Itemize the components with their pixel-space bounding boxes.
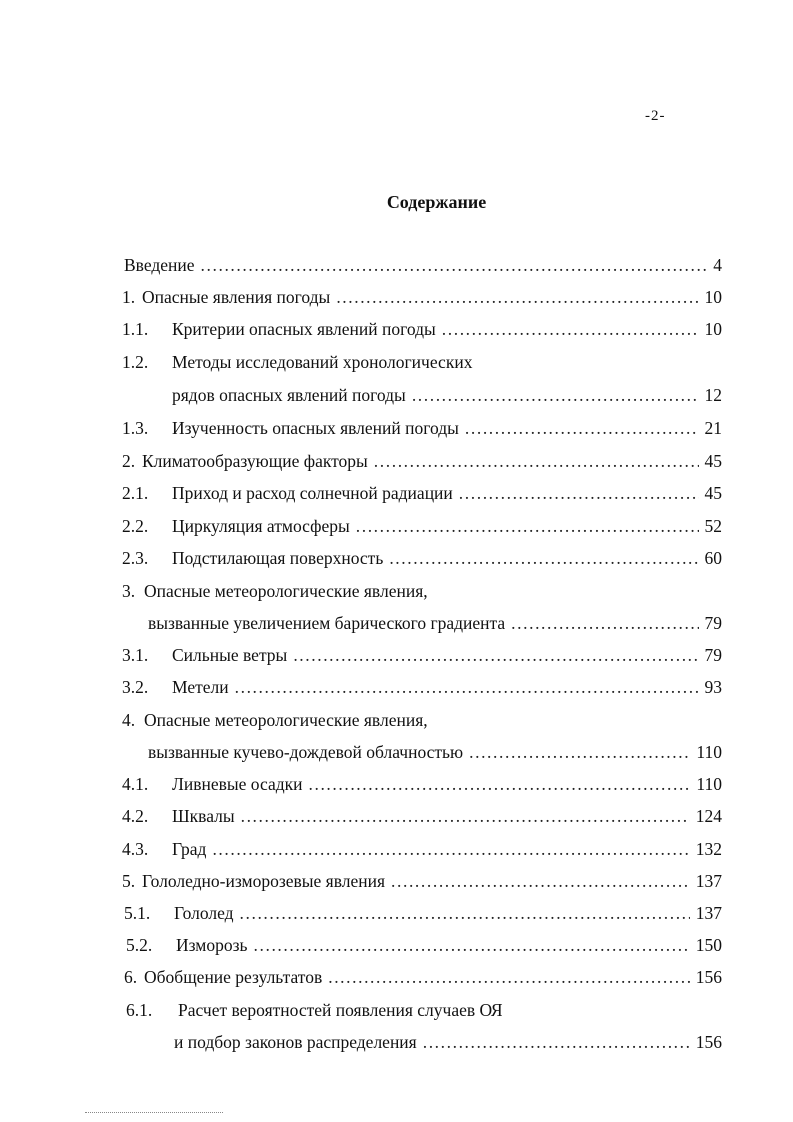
toc-entry-number: 3.2. — [122, 677, 149, 697]
toc-title: Содержание — [386, 192, 487, 212]
toc-entry-label: Опасные явления погоды — [142, 287, 331, 307]
toc-entry — [122, 483, 722, 503]
toc-entry-number: 2.3. — [122, 548, 149, 568]
toc-entry-label: Метели — [172, 677, 229, 697]
toc-dot-leader — [423, 1032, 690, 1052]
toc-entry-page: 110 — [696, 774, 722, 794]
toc-entry-page: 21 — [704, 418, 722, 438]
toc-dot-leader — [240, 903, 690, 923]
toc-dot-leader — [254, 935, 690, 955]
toc-entry-page: 45 — [704, 451, 722, 471]
toc-entry — [122, 871, 722, 891]
toc-entry-label: Введение — [124, 255, 195, 275]
toc-entry-label: вызванные увеличением барического градиента — [148, 613, 506, 633]
toc-entry-page: 110 — [696, 742, 722, 762]
toc-entry-label: Расчет вероятностей появления случаев ОЯ — [178, 1000, 503, 1020]
toc-dot-leader — [293, 645, 698, 665]
toc-entry-number: 4. — [122, 710, 136, 730]
toc-entry-page: 156 — [695, 967, 722, 987]
toc-dot-leader — [328, 967, 690, 987]
toc-dot-leader — [389, 548, 698, 568]
toc-entry-label: Опасные метеорологические явления, — [144, 581, 428, 601]
toc-entry-page: 79 — [704, 645, 722, 665]
toc-dot-leader — [235, 677, 699, 697]
toc-dot-leader — [212, 839, 689, 859]
toc-entry-label: Шквалы — [172, 806, 235, 826]
toc-entry-number: 5.2. — [126, 935, 153, 955]
toc-entry-number: 4.2. — [122, 806, 149, 826]
toc-entry-label: Ливневые осадки — [172, 774, 303, 794]
toc-entry-number: 2. — [122, 451, 136, 471]
toc-entry-page: 124 — [695, 806, 722, 826]
toc-entry — [122, 548, 722, 568]
toc-entry-page: 156 — [695, 1032, 722, 1052]
toc-entry — [122, 319, 722, 339]
toc-entry-page: 137 — [695, 903, 722, 923]
toc-dot-leader — [309, 774, 691, 794]
page-number: -2- — [645, 108, 666, 124]
toc-entry-page: 4 — [713, 255, 722, 275]
toc-dot-leader — [201, 255, 708, 275]
toc-dot-leader — [241, 806, 690, 826]
toc-entry — [122, 806, 722, 826]
toc-entry-page: 12 — [704, 385, 722, 405]
toc-entry-page: 137 — [695, 871, 722, 891]
toc-entry — [122, 287, 722, 307]
toc-entry-label: Изморозь — [176, 935, 248, 955]
toc-entry-number: 6.1. — [126, 1000, 153, 1020]
toc-entry — [122, 581, 722, 601]
toc-entry-number: 1.3. — [122, 418, 149, 438]
toc-entry-number: 6. — [124, 967, 138, 987]
toc-entry-page: 60 — [704, 548, 722, 568]
toc-entry — [122, 516, 722, 536]
toc-entry-number: 2.1. — [122, 483, 149, 503]
toc-entry-label: рядов опасных явлений погоды — [172, 385, 406, 405]
toc-dot-leader — [459, 483, 699, 503]
toc-entry-label: Гололед — [174, 903, 234, 923]
toc-dot-leader — [442, 319, 699, 339]
toc-entry-label: Методы исследований хронологических — [172, 352, 473, 372]
toc-entry-number: 3.1. — [122, 645, 149, 665]
toc-entry-number: 2.2. — [122, 516, 149, 536]
toc-dot-leader — [374, 451, 699, 471]
toc-entry — [122, 774, 722, 794]
toc-entry — [122, 1000, 722, 1020]
toc-entry-number: 3. — [122, 581, 136, 601]
toc-dot-leader — [465, 418, 699, 438]
toc-entry-number: 4.1. — [122, 774, 149, 794]
toc-entry-number: 1.2. — [122, 352, 149, 372]
toc-entry — [122, 677, 722, 697]
toc-entry — [122, 710, 722, 730]
toc-dot-leader — [336, 287, 698, 307]
toc-entry-label: Обобщение результатов — [144, 967, 323, 987]
toc-dot-leader — [391, 871, 690, 891]
toc-entry-label: Критерии опасных явлений погоды — [172, 319, 436, 339]
toc-entry — [122, 385, 722, 405]
toc-entry-label: Циркуляция атмосферы — [172, 516, 350, 536]
toc-entry-number: 5.1. — [124, 903, 151, 923]
toc-entry-label: Приход и расход солнечной радиации — [172, 483, 453, 503]
toc-entry — [122, 1032, 722, 1052]
toc-entry — [122, 418, 722, 438]
toc-entry-label: Климатообразующие факторы — [142, 451, 368, 471]
toc-entry — [122, 967, 722, 987]
toc-entry-number: 4.3. — [122, 839, 149, 859]
toc-entry-page: 52 — [704, 516, 722, 536]
toc-entry-page: 79 — [704, 613, 722, 633]
toc-entry-page: 93 — [704, 677, 722, 697]
toc-entry-label: Сильные ветры — [172, 645, 288, 665]
toc-entry — [122, 613, 722, 633]
toc-entry-label: Опасные метеорологические явления, — [144, 710, 428, 730]
toc-entry-label: и подбор законов распределения — [174, 1032, 417, 1052]
toc-entry-page: 10 — [704, 287, 722, 307]
toc-entry — [122, 645, 722, 665]
toc-entry — [122, 903, 722, 923]
toc-entry-page: 10 — [704, 319, 722, 339]
toc-entry — [122, 935, 722, 955]
toc-entry-label: вызванные кучево-дождевой облачностью — [148, 742, 464, 762]
toc-dot-leader — [469, 742, 690, 762]
toc-entry — [122, 451, 722, 471]
toc-entry — [122, 839, 722, 859]
toc-entry-label: Изученность опасных явлений погоды — [172, 418, 459, 438]
toc-entry-page: 132 — [695, 839, 722, 859]
toc-entry — [122, 742, 722, 762]
toc-entry — [122, 255, 722, 275]
toc-entry — [122, 352, 722, 372]
toc-entry-page: 150 — [695, 935, 722, 955]
toc-entry-label: Подстилающая поверхность — [172, 548, 384, 568]
toc-entry-label: Град — [172, 839, 207, 859]
toc-dot-leader — [356, 516, 699, 536]
toc-entry-label: Гололедно-изморозевые явления — [142, 871, 386, 891]
toc-entry-page: 45 — [704, 483, 722, 503]
toc-dot-leader — [511, 613, 698, 633]
toc-dot-leader — [412, 385, 699, 405]
toc-entry-number: 1.1. — [122, 319, 149, 339]
toc-entry-number: 1. — [122, 287, 136, 307]
toc-entry-number: 5. — [122, 871, 136, 891]
footer-divider — [85, 1112, 223, 1113]
